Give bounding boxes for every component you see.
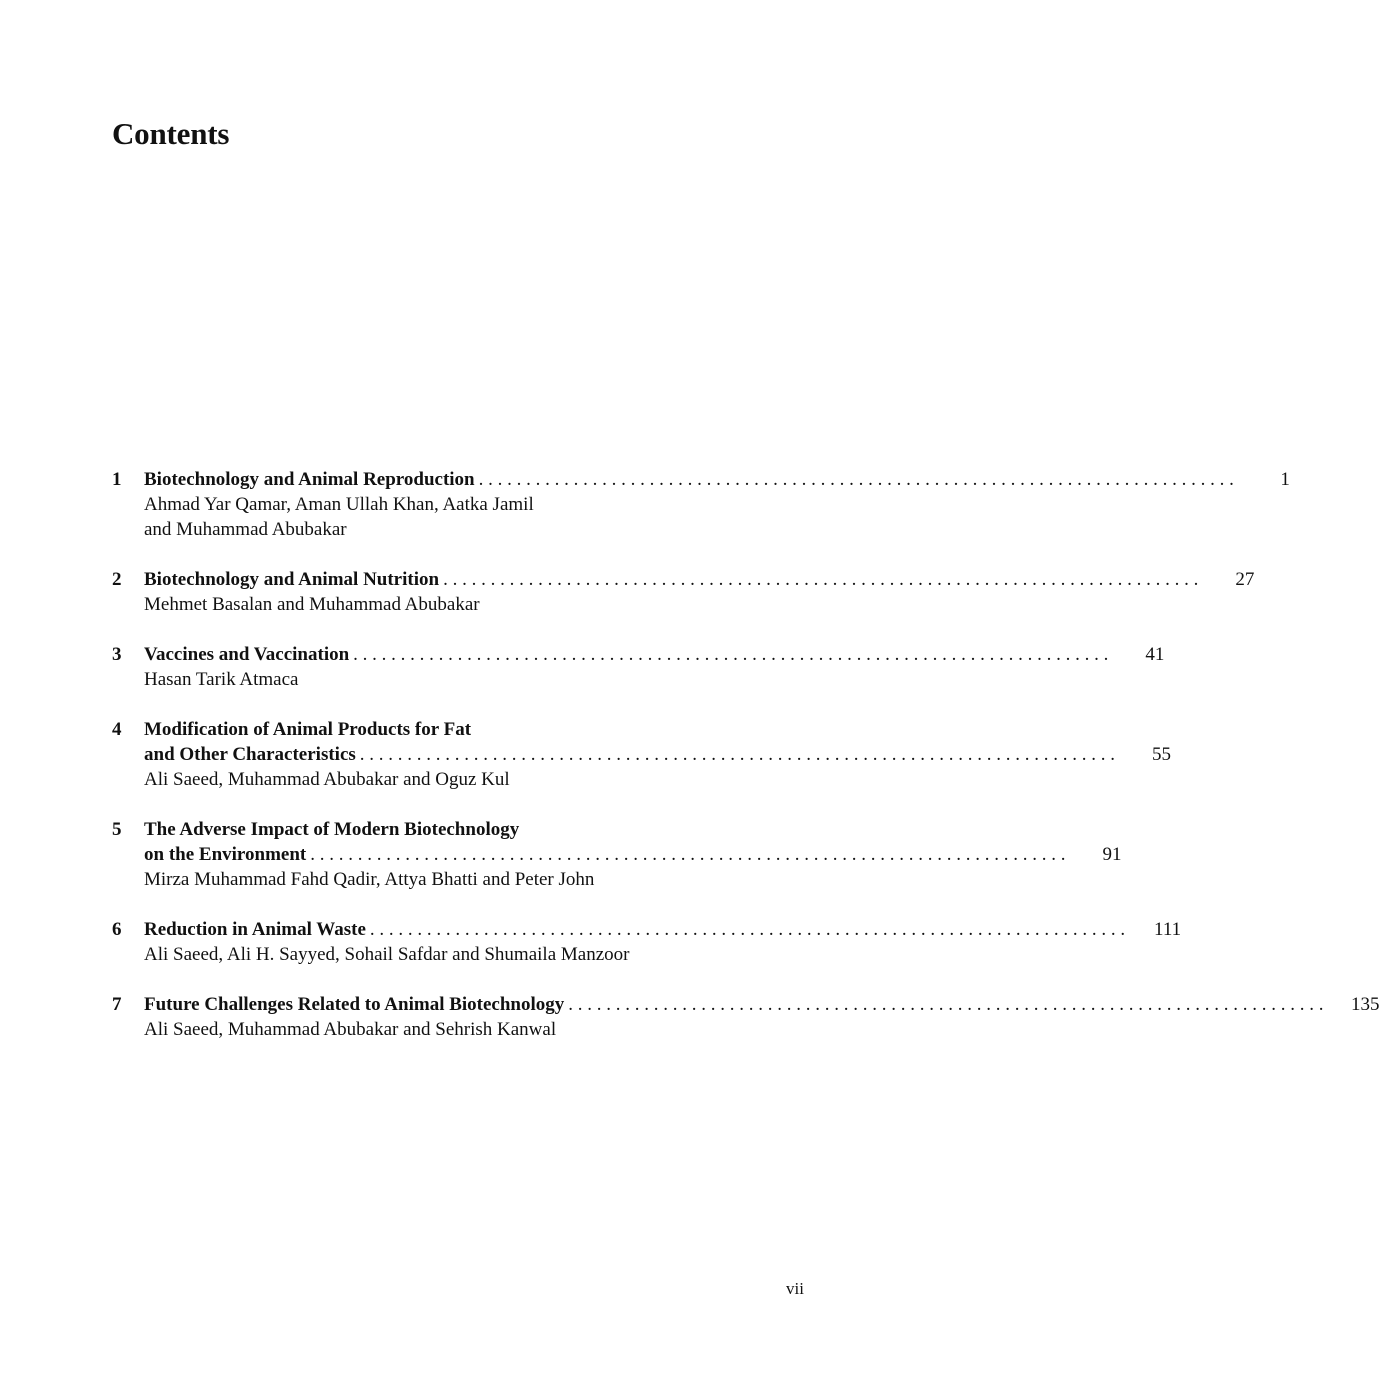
chapter-authors: Mirza Muhammad Fahd Qadir, Attya Bhatti and Peter John: [144, 869, 595, 890]
toc-entry[interactable]: [112, 917, 1182, 967]
dot-leader: . . . . . . . . . . . . . . . . . . . . . . . . . . . . . . . . . . . . . . . . . . . . . . . . . . . . . . . . . . . . . . . . . . . . . . . . . . . . . . . .: [353, 644, 1109, 665]
toc-entry-body: [144, 642, 1165, 692]
dot-leader: . . . . . . . . . . . . . . . . . . . . . . . . . . . . . . . . . . . . . . . . . . . . . . . . . . . . . . . . . . . . . . . . . . . . . . . . . . . . . . . .: [568, 994, 1324, 1015]
toc-entry-body: [144, 717, 1172, 792]
chapter-title-row: [144, 742, 1172, 767]
toc-entry[interactable]: [112, 817, 1122, 892]
toc-entry-body: [144, 992, 1380, 1042]
chapter-title-row: [144, 842, 1122, 867]
chapter-number: 5: [112, 819, 122, 840]
chapter-page-number[interactable]: 27: [1235, 569, 1255, 590]
page-title: Contents: [112, 116, 230, 151]
chapter-authors: Ahmad Yar Qamar, Aman Ullah Khan, Aatka Jamil: [144, 494, 534, 515]
chapter-page-number[interactable]: 91: [1102, 844, 1122, 865]
chapter-title[interactable]: Vaccines and Vaccination: [144, 644, 350, 665]
toc-entry-body: [144, 817, 1122, 892]
toc-entry[interactable]: [112, 992, 1380, 1042]
chapter-number: 6: [112, 919, 122, 940]
chapter-page-number[interactable]: 111: [1154, 919, 1182, 940]
table-of-contents: [112, 467, 1380, 1067]
chapter-page-number[interactable]: 135: [1351, 994, 1380, 1015]
chapter-title-line: The Adverse Impact of Modern Biotechnology: [144, 819, 520, 840]
chapter-authors: Hasan Tarik Atmaca: [144, 669, 299, 690]
chapter-title-row: [144, 467, 1290, 492]
chapter-number: 3: [112, 644, 122, 665]
dot-leader: . . . . . . . . . . . . . . . . . . . . . . . . . . . . . . . . . . . . . . . . . . . . . . . . . . . . . . . . . . . . . . . . . . . . . . . . . . . . . . . .: [310, 844, 1066, 865]
chapter-authors: and Muhammad Abubakar: [144, 519, 347, 540]
chapter-title-row: [144, 567, 1255, 592]
chapter-authors: Mehmet Basalan and Muhammad Abubakar: [144, 594, 480, 615]
chapter-number: 7: [112, 994, 122, 1015]
page-number: vii: [786, 1279, 804, 1298]
dot-leader: . . . . . . . . . . . . . . . . . . . . . . . . . . . . . . . . . . . . . . . . . . . . . . . . . . . . . . . . . . . . . . . . . . . . . . . . . . . . . . . .: [478, 469, 1234, 490]
toc-entry-body: [144, 567, 1255, 617]
chapter-title[interactable]: Biotechnology and Animal Nutrition: [144, 569, 440, 590]
chapter-page-number[interactable]: 1: [1280, 469, 1290, 490]
chapter-title[interactable]: Reduction in Animal Waste: [144, 919, 366, 940]
dot-leader: . . . . . . . . . . . . . . . . . . . . . . . . . . . . . . . . . . . . . . . . . . . . . . . . . . . . . . . . . . . . . . . . . . . . . . . . . . . . . . . .: [369, 919, 1126, 940]
chapter-title-row: [144, 992, 1380, 1017]
chapter-number: 4: [112, 719, 122, 740]
chapter-page-number[interactable]: 41: [1145, 644, 1165, 665]
chapter-authors: Ali Saeed, Ali H. Sayyed, Sohail Safdar and Shumaila Manzoor: [144, 944, 630, 965]
toc-entry[interactable]: [112, 642, 1165, 692]
chapter-title[interactable]: on the Environment: [144, 844, 307, 865]
chapter-title-row: [144, 642, 1165, 667]
chapter-title[interactable]: and Other Characteristics: [144, 744, 356, 765]
toc-entry[interactable]: [112, 467, 1290, 542]
chapter-title[interactable]: Biotechnology and Animal Reproduction: [144, 469, 475, 490]
chapter-title[interactable]: Future Challenges Related to Animal Biotechnology: [144, 994, 565, 1015]
dot-leader: . . . . . . . . . . . . . . . . . . . . . . . . . . . . . . . . . . . . . . . . . . . . . . . . . . . . . . . . . . . . . . . . . . . . . . . . . . . . . . . .: [443, 569, 1199, 590]
chapter-title-row: [144, 917, 1182, 942]
chapter-authors: Ali Saeed, Muhammad Abubakar and Sehrish Kanwal: [144, 1019, 557, 1040]
dot-leader: . . . . . . . . . . . . . . . . . . . . . . . . . . . . . . . . . . . . . . . . . . . . . . . . . . . . . . . . . . . . . . . . . . . . . . . . . . . . . . . .: [359, 744, 1116, 765]
toc-entry-body: [144, 467, 1290, 542]
toc-entry-body: [144, 917, 1182, 967]
chapter-page-number[interactable]: 55: [1152, 744, 1172, 765]
toc-entry[interactable]: [112, 567, 1255, 617]
chapter-authors: Ali Saeed, Muhammad Abubakar and Oguz Kul: [144, 769, 510, 790]
chapter-number: 1: [112, 469, 122, 490]
toc-entry[interactable]: [112, 717, 1172, 792]
chapter-title-line: Modification of Animal Products for Fat: [144, 719, 472, 740]
chapter-number: 2: [112, 569, 122, 590]
